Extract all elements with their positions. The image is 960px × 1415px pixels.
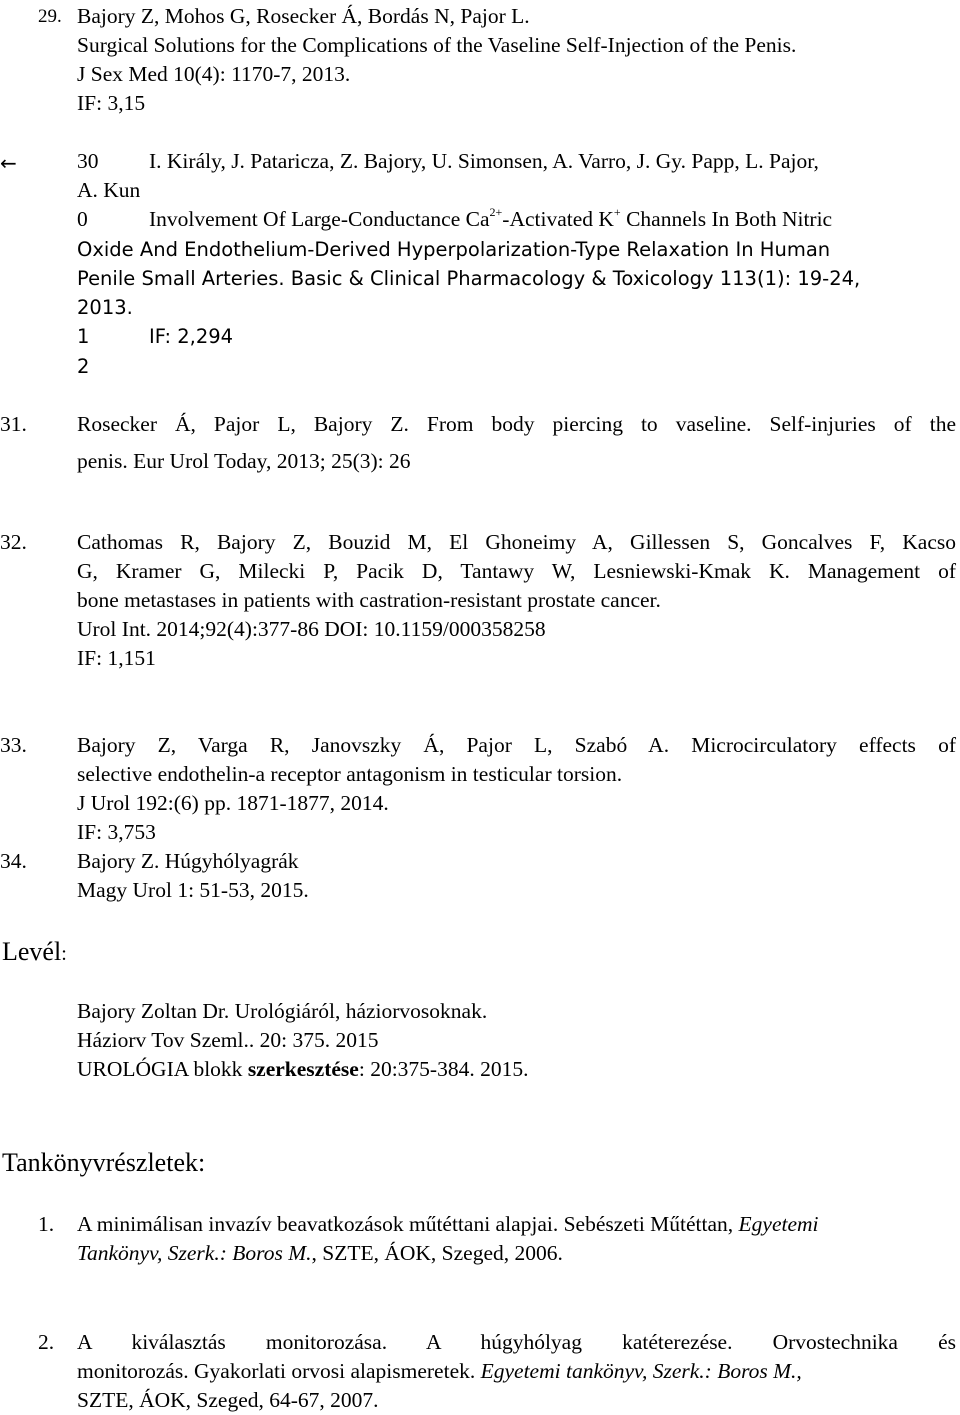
entry-impact-factor: IF: 1,151	[77, 646, 156, 670]
entry-journal: J Urol 192:(6) pp. 1871-1877, 2014.	[77, 791, 389, 815]
letter-line: Háziorv Tov Szeml.. 20: 375. 2015	[77, 1028, 379, 1052]
arrow-left-icon: ←	[0, 151, 17, 175]
entry-year: 2013.	[77, 296, 133, 319]
entry-impact-factor: IF: 3,753	[77, 820, 156, 844]
entry-number: 31.	[0, 412, 27, 436]
entry-number: 32.	[0, 530, 27, 554]
entry-authors: I. Király, J. Pataricza, Z. Bajory, U. Simonsen, A. Varro, J. Gy. Papp, L. Pajor,	[149, 149, 819, 173]
entry-impact-factor: IF: 3,15	[77, 91, 146, 115]
entry-title: selective endothelin-a receptor antagonism in testicular torsion.	[77, 762, 623, 786]
item-text-cont: monitorozás. Gyakorlati orvosi alapismeretek. Egyetemi tankönyv, Szerk.: Boros M.,	[77, 1359, 802, 1383]
entry-title: Surgical Solutions for the Complications of the Vaseline Self-Injection of the Penis.	[77, 33, 797, 57]
entry-journal: Penile Small Arteries. Basic & Clinical Pharmacology & Toxicology 113(1): 19-24,	[77, 267, 861, 290]
entry-authors: Bajory Z, Varga R, Janovszky Á, Pajor L, Szabó A. Microcirculatory effects of	[77, 733, 956, 757]
entry-title-cont: bone metastases in patients with castration-resistant prostate cancer.	[77, 588, 661, 612]
entry-number: 29.	[38, 6, 62, 27]
entry-title: G, Kramer G, Milecki P, Pacik D, Tantawy W, Lesniewski-Kmak K. Management of	[77, 559, 956, 583]
entry-journal: J Sex Med 10(4): 1170-7, 2013.	[77, 62, 351, 86]
entry-number: 30	[77, 149, 99, 173]
entry-title-cont: Oxide And Endothelium-Derived Hyperpolarization-Type Relaxation In Human	[77, 238, 831, 261]
entry-title: Bajory Z. Húgyhólyagrák	[77, 849, 299, 873]
item-text-cont: SZTE, ÁOK, Szeged, 64-67, 2007.	[77, 1388, 379, 1412]
item-text: A kiválasztás monitorozása. A húgyhólyag katéterezése. Orvostechnika és	[77, 1330, 956, 1354]
letter-line: UROLÓGIA blokk szerkesztése: 20:375-384. 2015.	[77, 1057, 529, 1081]
entry-authors: Bajory Z, Mohos G, Rosecker Á, Bordás N, Pajor L.	[77, 4, 530, 28]
section-heading: Tankönyvrészletek:	[2, 1148, 206, 1177]
item-number: 1.	[38, 1212, 55, 1236]
entry-text-cont: penis. Eur Urol Today, 2013; 25(3): 26	[77, 449, 411, 473]
side-digit: 2	[77, 355, 90, 378]
side-digit: 1	[77, 325, 90, 348]
entry-impact-factor: IF: 2,294	[149, 325, 234, 348]
entry-journal: Magy Urol 1: 51-53, 2015.	[77, 878, 309, 902]
letter-line: Bajory Zoltan Dr. Urológiáról, háziorvosoknak.	[77, 999, 488, 1023]
entry-journal: Urol Int. 2014;92(4):377-86 DOI: 10.1159/000358258	[77, 617, 546, 641]
item-text-cont: Tankönyv, Szerk.: Boros M., SZTE, ÁOK, Szeged, 2006.	[77, 1241, 563, 1265]
entry-text: Rosecker Á, Pajor L, Bajory Z. From body piercing to vaseline. Self-injuries of the	[77, 412, 956, 436]
entry-number: 34.	[0, 849, 27, 873]
entry-authors: Cathomas R, Bajory Z, Bouzid M, El Ghoneimy A, Gillessen S, Goncalves F, Kacso	[77, 530, 956, 554]
item-number: 2.	[38, 1330, 55, 1354]
entry-title: Involvement Of Large-Conductance $Ca^{2+}$-Activated K+ Channels In Both Nitric	[149, 204, 833, 231]
entry-number: 33.	[0, 733, 27, 757]
entry-authors-cont: A. Kun	[77, 178, 141, 202]
item-text: A minimálisan invazív beavatkozások műtéttani alapjai. Sebészeti Műtéttan, Egyetemi	[77, 1212, 819, 1236]
side-digit: 0	[77, 207, 88, 231]
section-heading: Levél:	[2, 937, 67, 966]
